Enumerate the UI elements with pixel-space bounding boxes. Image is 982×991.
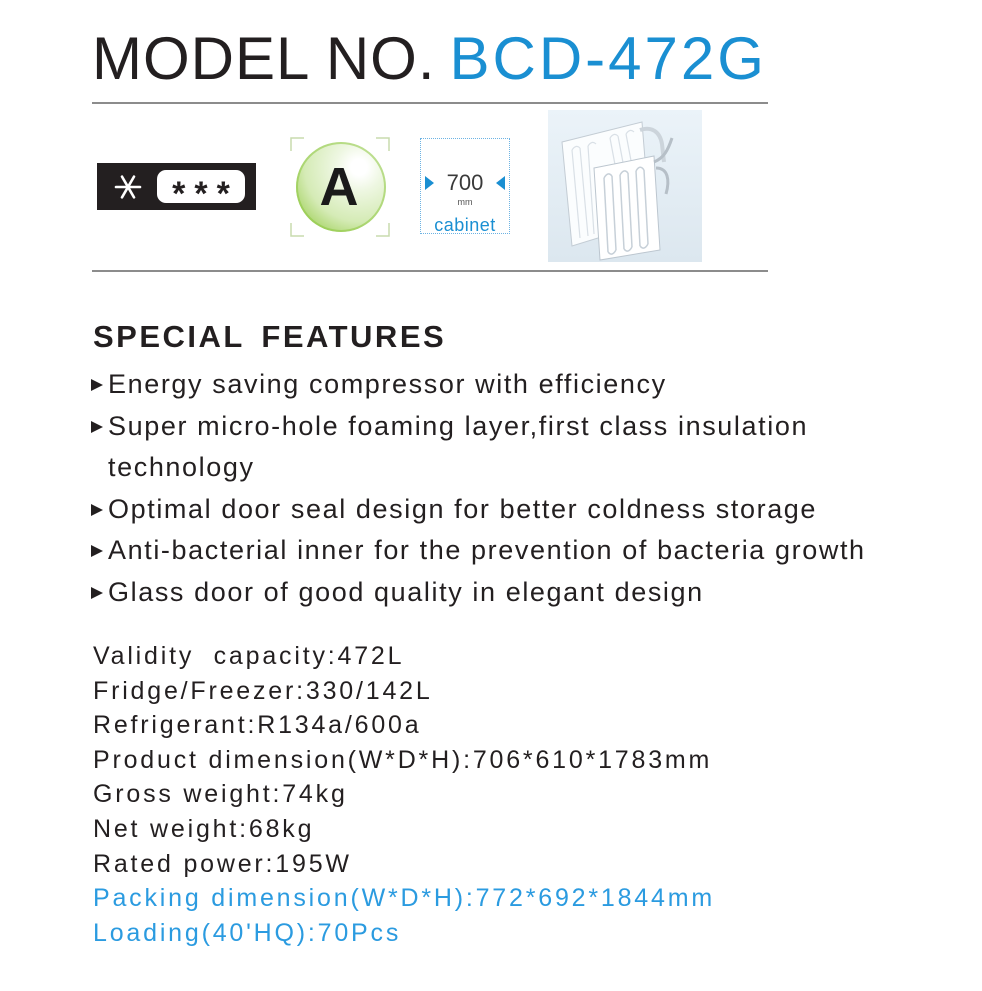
star-rating: *** — [172, 175, 239, 203]
cabinet-width-unit: mm — [457, 197, 473, 207]
feature-text: Energy saving compressor with efficiency — [108, 369, 667, 399]
condenser-plate-image — [548, 110, 702, 262]
snowflake-icon — [114, 173, 142, 201]
triangle-bullet-icon — [90, 406, 108, 448]
cabinet-width-value: 700 — [446, 170, 484, 195]
feature-text: Anti-bacterial inner for the prevention of bacteria growth — [108, 535, 866, 566]
feature-item — [90, 530, 898, 572]
spec-product-dimension: Product dimension(W*D*H):706*610*1783mm — [93, 745, 713, 774]
features-heading: SPECIAL FEATURES — [93, 319, 447, 354]
top-divider — [92, 102, 768, 104]
feature-item — [90, 406, 898, 489]
triangle-bullet-icon — [90, 530, 108, 572]
bottom-divider — [92, 270, 768, 272]
feature-text: Optimal door seal design for better coldness storage — [108, 493, 818, 524]
triangle-bullet-icon — [90, 489, 108, 531]
spec-loading: Loading(40'HQ):70Pcs — [93, 918, 402, 947]
cabinet-label: cabinet — [434, 215, 496, 235]
spec-fridge-freezer: Fridge/Freezer:330/142L — [93, 676, 433, 705]
feature-text: Glass door of good quality in elegant design — [108, 576, 704, 607]
star-rating-plate — [157, 170, 245, 203]
feature-item — [90, 489, 898, 531]
spec-gross-weight: Gross weight:74kg — [93, 780, 348, 809]
features-list — [90, 364, 898, 614]
energy-class-letter: A — [319, 157, 359, 217]
freezer-rating-badge — [97, 163, 256, 210]
feature-item — [90, 572, 898, 614]
spec-rated-power: Rated power:195W — [93, 849, 352, 878]
triangle-bullet-icon — [90, 364, 108, 406]
feature-text: Super micro-hole foaming layer,first class insulation technology — [108, 410, 809, 483]
cabinet-width-badge — [420, 138, 510, 234]
model-label: MODEL NO. — [92, 25, 436, 92]
spec-refrigerant: Refrigerant:R134a/600a — [93, 711, 422, 740]
spec-net-weight: Net weight:68kg — [93, 814, 315, 843]
specs-list — [93, 639, 715, 950]
spec-packing-dimension: Packing dimension(W*D*H):772*692*1844mm — [93, 884, 715, 913]
model-number: BCD-472G — [449, 25, 767, 92]
triangle-bullet-icon — [90, 572, 108, 614]
spec-validity-capacity: Validity capacity:472L — [93, 642, 405, 670]
arrow-left-icon — [496, 176, 505, 190]
feature-item — [90, 364, 898, 406]
energy-class-badge — [290, 137, 390, 237]
model-title — [92, 25, 767, 92]
energy-class-circle-icon — [296, 142, 386, 232]
